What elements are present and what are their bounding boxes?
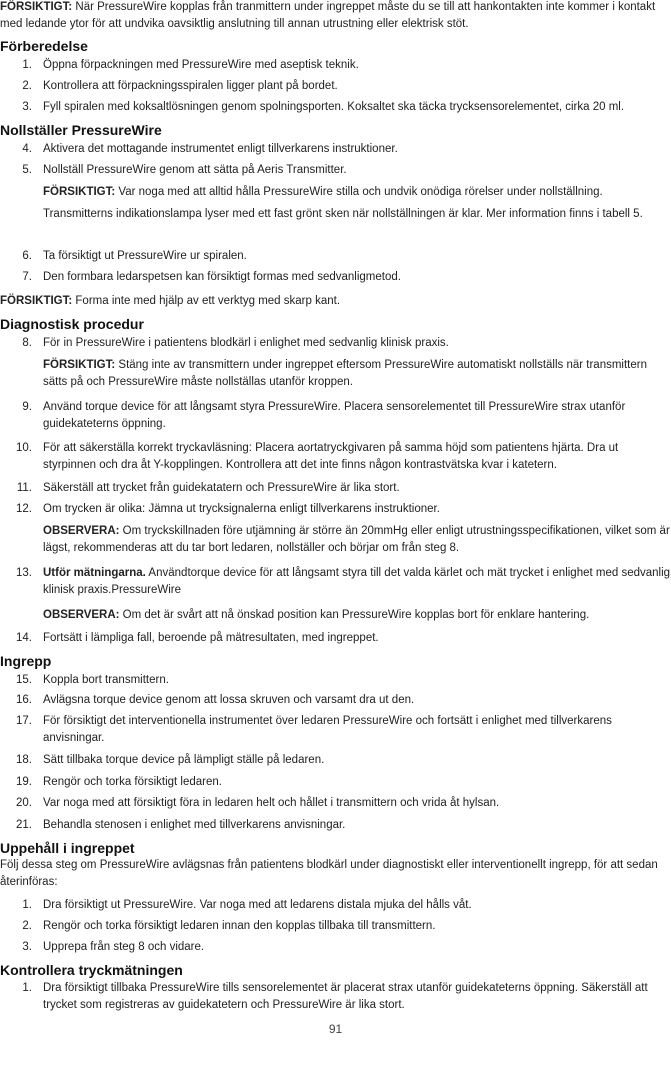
caution-shaping: FÖRSIKTIGT: Forma inte med hjälp av ett verktyg med skarp kant. bbox=[0, 295, 341, 307]
section-title-diagnostic: Diagnostisk procedur bbox=[0, 316, 144, 332]
note-step-13: OBSERVERA: Om det är svårt att nå önskad position kan PressureWire kopplas bort för enklare hantering. bbox=[43, 609, 590, 621]
note-step-12: OBSERVERA: Om tryckskillnaden före utjämning är större än 20mmHg eller enligt utrustningsspecifikationen, vilket som är lägst, rekommenderas att du tar bort ledaren, nollställer och börjar om från steg 8. bbox=[43, 525, 670, 554]
section-title-procedure: Ingrepp bbox=[0, 653, 52, 669]
caution-step-5: FÖRSIKTIGT: Var noga med att alltid hålla PressureWire stilla och undvik onödiga rörelser under nollställning. bbox=[43, 186, 603, 198]
page-number: 91 bbox=[328, 1022, 343, 1036]
intro-caution: FÖRSIKTIGT: När PressureWire kopplas från tranmittern under ingreppet måste du se till att hankontakten inte kommer i kontakt med ledande ytor för att undvika oavsiktlig anslutning till annan utrustning eller elektrisk stöt. bbox=[0, 1, 656, 30]
pause-intro: Följ dessa steg om PressureWire avlägsnas från patientens blodkärl under diagnostiskt eller interventionellt ingrepp, för att sedan återinföras: bbox=[0, 859, 658, 888]
caution-step-8: FÖRSIKTIGT: Stäng inte av transmittern under ingreppet eftersom PressureWire automatiskt nollställs när transmittern sätts på och PressureWire måste nollställas utanför kroppen. bbox=[43, 359, 647, 388]
section-title-verify: Kontrollera tryckmätningen bbox=[0, 962, 183, 978]
note-step-5: Transmitterns indikationslampa lyser med ett fast grönt sken när nollställningen är klar. Mer information finns i tabell 5. bbox=[43, 208, 643, 220]
section-title-zeroing: Nollställer PressureWire bbox=[0, 122, 162, 138]
section-title-preparation: Förberedelse bbox=[0, 38, 88, 54]
section-title-pause: Uppehåll i ingreppet bbox=[0, 840, 135, 856]
